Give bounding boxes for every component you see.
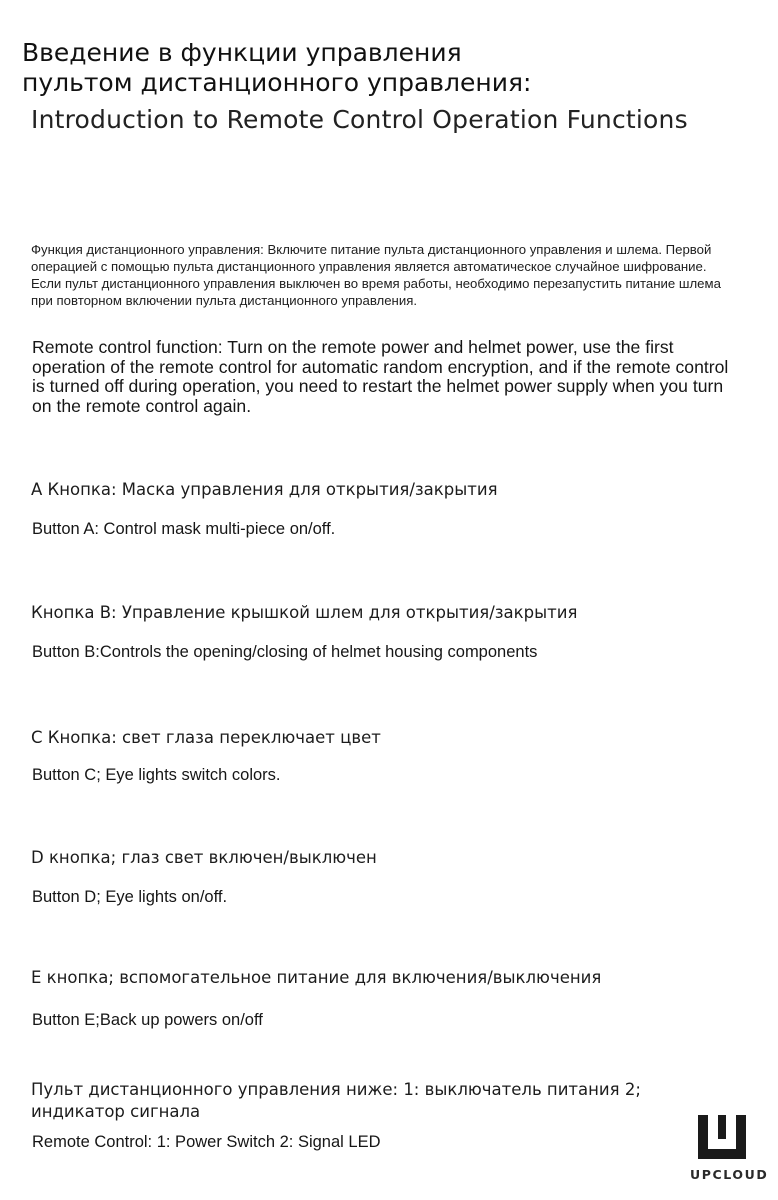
upcloud-logo-icon xyxy=(698,1115,746,1161)
page-title-russian xyxy=(22,38,531,98)
button-c-description-english: Button C; Eye lights switch colors. xyxy=(32,766,281,784)
button-d-description-russian: D кнопка; глаз свет включен/выключен xyxy=(31,848,377,867)
remote-control-description-russian: Пульт дистанционного управления ниже: 1: выключатель питания 2; индикатор сигнала xyxy=(31,1080,641,1121)
button-e-description-english: Button E;Back up powers on/off xyxy=(32,1011,263,1029)
page-title-english: Introduction to Remote Control Operation Functions xyxy=(31,105,688,134)
button-a-description-english: Button A: Control mask multi-piece on/off. xyxy=(32,520,336,538)
button-c-description-russian: C Кнопка: свет глаза переключает цвет xyxy=(31,728,381,747)
button-d-description-english: Button D; Eye lights on/off. xyxy=(32,888,228,906)
upcloud-logo xyxy=(690,1115,769,1182)
upcloud-logo-text: UPCLOUD xyxy=(690,1167,769,1182)
button-b-description-english: Button B:Controls the opening/closing of helmet housing components xyxy=(32,643,538,661)
button-e-description-russian: E кнопка; вспомогательное питание для включения/выключения xyxy=(31,968,602,987)
button-b-description-russian: Кнопка B: Управление крышкой шлем для открытия/закрытия xyxy=(31,603,578,622)
title-ru-line-2: пультом дистанционного управления: xyxy=(22,68,532,97)
intro-paragraph-russian: Функция дистанционного управления: Включите питание пульта дистанционного управления и шлема. Первой операцией с помощью пульта дистанционного управления является автоматическое случайное шифрование. Если пульт дистанционного управления выключен во время работы, необходимо перезапустить питание шлема при повторном включении пульта дистанционного управления. xyxy=(31,242,721,308)
remote-control-description-english: Remote Control: 1: Power Switch 2: Signal LED xyxy=(32,1133,381,1151)
title-ru-line-1: Введение в функции управления xyxy=(22,38,462,67)
intro-paragraph-english: Remote control function: Turn on the remote power and helmet power, use the first operation of the remote control for automatic random encryption, and if the remote control is turned off during operation, you need to restart the helmet power supply when you turn on the remote control again. xyxy=(32,337,729,416)
button-a-description-russian: A Кнопка: Маска управления для открытия/закрытия xyxy=(31,480,498,499)
